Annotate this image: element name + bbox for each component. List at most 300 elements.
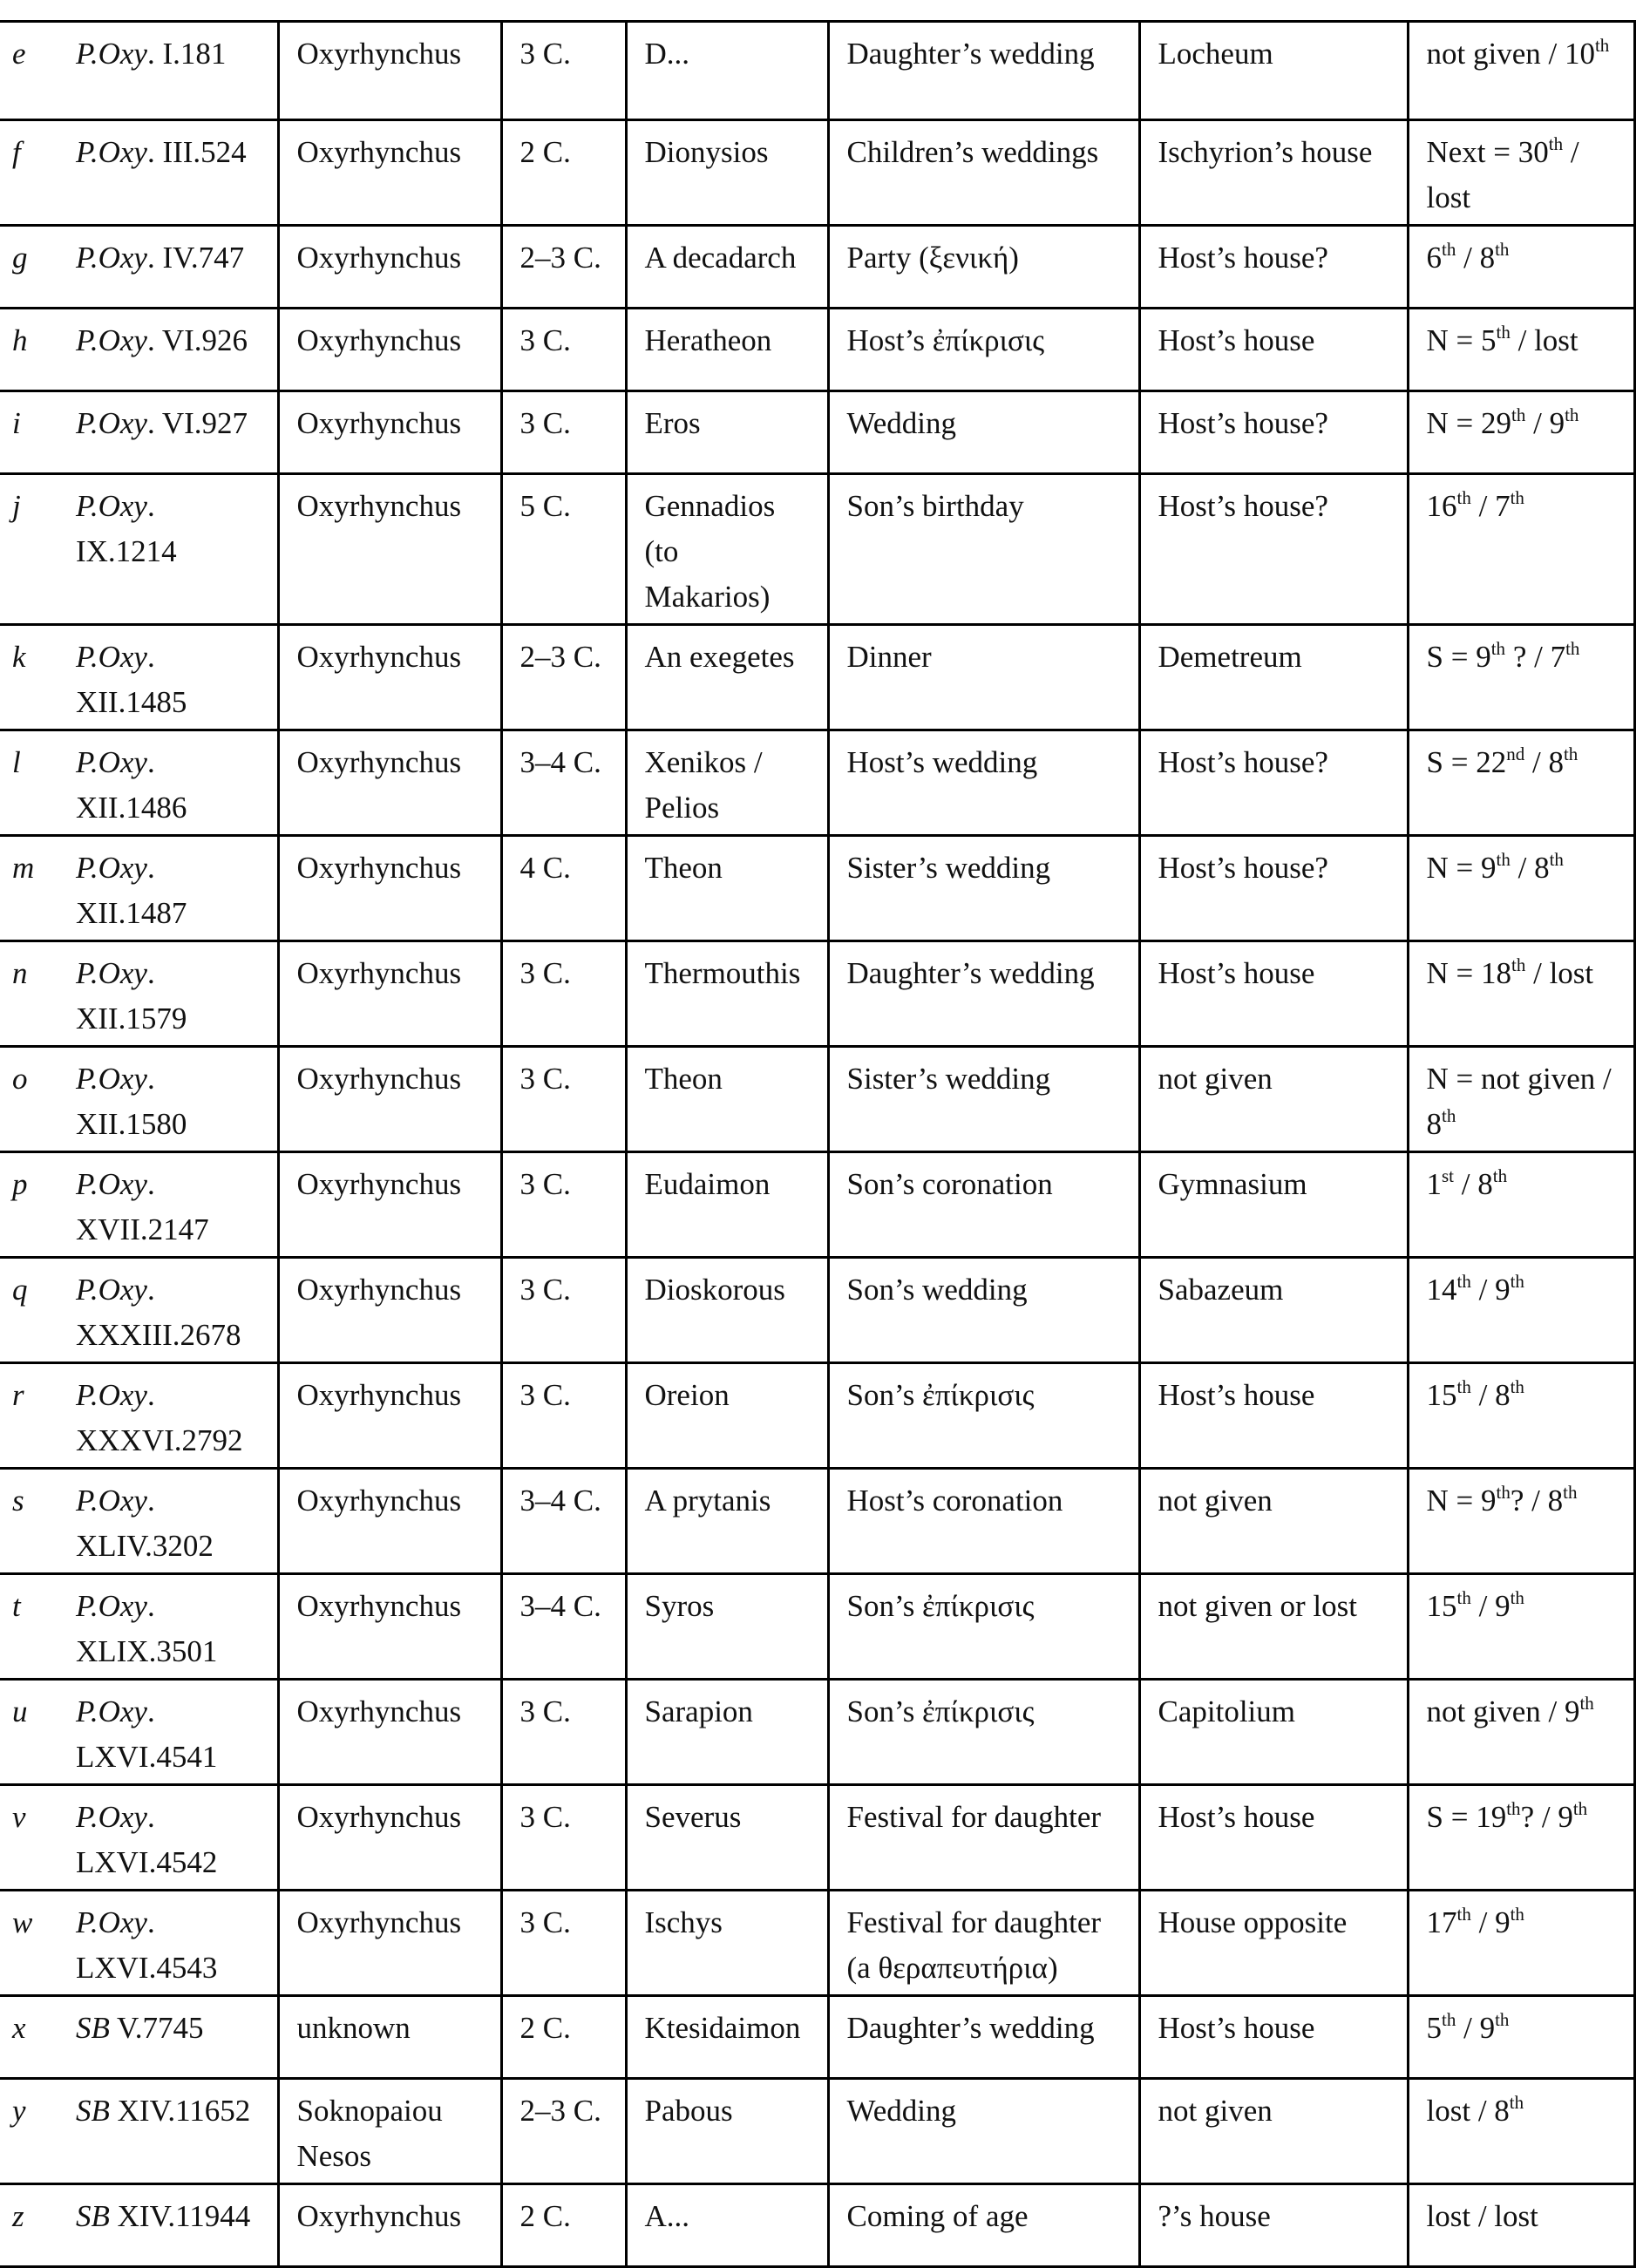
days-text: / 9 xyxy=(1470,1273,1511,1307)
occasion-text: Host’s coronation xyxy=(846,1484,1063,1518)
days-text: S = 19 xyxy=(1426,1800,1507,1834)
days-text: N = 9 xyxy=(1426,1484,1497,1518)
ordinal-suffix: th xyxy=(1549,849,1564,870)
date-text: 2 C. xyxy=(519,2011,571,2045)
cell-venue xyxy=(1139,120,1408,226)
table-row xyxy=(0,1469,1634,1574)
cell-venue xyxy=(1139,730,1408,836)
venue-text: House opposite xyxy=(1158,1905,1348,1939)
occasion-text: Party (ξενική) xyxy=(846,241,1019,275)
date-text: 3 C. xyxy=(519,406,571,440)
ordinal-suffix: th xyxy=(1496,1482,1511,1503)
cell-reference xyxy=(58,226,278,309)
cell-date xyxy=(501,1047,626,1152)
cell-days xyxy=(1408,22,1634,120)
ordinal-suffix: th xyxy=(1579,1693,1594,1714)
table-row xyxy=(0,2079,1634,2184)
cell-occasion xyxy=(828,1891,1139,1996)
provenance-text: Oxyrhynchus xyxy=(296,1062,462,1096)
reference-series: P.Oxy xyxy=(76,323,147,357)
days-text: N = not given / 8 xyxy=(1426,1062,1612,1141)
occasion-text: Festival for daughter xyxy=(846,1800,1102,1834)
days-text: 15 xyxy=(1426,1589,1457,1623)
entry-letter: o xyxy=(12,1062,28,1096)
cell-host xyxy=(626,1891,828,1996)
cell-host xyxy=(626,941,828,1047)
cell-venue xyxy=(1139,1996,1408,2079)
cell-days xyxy=(1408,391,1634,474)
cell-reference xyxy=(58,2079,278,2184)
days-text: / 8 xyxy=(1454,1167,1493,1201)
provenance-text: Oxyrhynchus xyxy=(296,1484,462,1518)
days-text: N = 9 xyxy=(1426,851,1497,885)
cell-reference xyxy=(58,1047,278,1152)
reference-volume: . IV.747 xyxy=(146,241,245,275)
days-text: / 9 xyxy=(1456,2011,1496,2045)
cell-provenance xyxy=(278,309,501,391)
cell-reference xyxy=(58,730,278,836)
entry-letter: s xyxy=(12,1484,24,1518)
days-text: 17 xyxy=(1426,1905,1457,1939)
cell-venue xyxy=(1139,22,1408,120)
cell-venue xyxy=(1139,625,1408,730)
cell-entry-letter xyxy=(0,2184,58,2267)
cell-days xyxy=(1408,120,1634,226)
cell-days xyxy=(1408,2184,1634,2267)
cell-date xyxy=(501,1574,626,1680)
days-text: not given / 9 xyxy=(1426,1694,1580,1728)
venue-text: Capitolium xyxy=(1158,1694,1295,1728)
provenance-text: Oxyrhynchus xyxy=(296,956,462,990)
host-text: Eros xyxy=(644,406,701,440)
cell-reference xyxy=(58,1258,278,1363)
venue-text: Host’s house xyxy=(1158,1800,1315,1834)
reference-series: SB xyxy=(76,2011,110,2045)
venue-text: Host’s house xyxy=(1158,1378,1315,1412)
ordinal-suffix: th xyxy=(1456,487,1471,508)
cell-venue xyxy=(1139,309,1408,391)
table-row xyxy=(0,226,1634,309)
provenance-text: Oxyrhynchus xyxy=(296,489,462,523)
cell-provenance xyxy=(278,1680,501,1785)
cell-entry-letter xyxy=(0,120,58,226)
cell-provenance xyxy=(278,391,501,474)
days-text: / 9 xyxy=(1470,1589,1511,1623)
occasion-text: Wedding xyxy=(846,406,956,440)
cell-days xyxy=(1408,1574,1634,1680)
cell-occasion xyxy=(828,941,1139,1047)
provenance-text: Oxyrhynchus xyxy=(296,1167,462,1201)
cell-occasion xyxy=(828,2079,1139,2184)
venue-text: Ischyrion’s house xyxy=(1158,135,1373,169)
entry-letter: m xyxy=(12,851,35,885)
cell-date xyxy=(501,309,626,391)
days-text: not given / 10 xyxy=(1426,37,1595,71)
cell-reference xyxy=(58,1891,278,1996)
reference-volume: . LXVI.4542 xyxy=(76,1800,218,1879)
reference-series: P.Oxy xyxy=(76,851,147,885)
cell-days xyxy=(1408,1047,1634,1152)
cell-date xyxy=(501,1469,626,1574)
entry-letter: f xyxy=(12,135,21,169)
cell-provenance xyxy=(278,836,501,941)
ordinal-suffix: th xyxy=(1563,1482,1578,1503)
table-row xyxy=(0,1574,1634,1680)
cell-entry-letter xyxy=(0,1047,58,1152)
cell-reference xyxy=(58,474,278,625)
cell-entry-letter xyxy=(0,2079,58,2184)
ordinal-suffix: th xyxy=(1548,133,1564,154)
reference-series: SB xyxy=(76,2094,110,2128)
date-text: 3 C. xyxy=(519,956,571,990)
reference-volume: . VI.927 xyxy=(146,406,248,440)
reference-series: SB xyxy=(76,2199,110,2233)
cell-host xyxy=(626,1574,828,1680)
cell-venue xyxy=(1139,941,1408,1047)
cell-entry-letter xyxy=(0,625,58,730)
table-row xyxy=(0,941,1634,1047)
cell-reference xyxy=(58,1152,278,1258)
cell-date xyxy=(501,391,626,474)
days-text: / 7 xyxy=(1470,489,1511,523)
table-row xyxy=(0,474,1634,625)
venue-text: Host’s house xyxy=(1158,956,1315,990)
host-text: Dioskorous xyxy=(644,1273,785,1307)
cell-venue xyxy=(1139,2079,1408,2184)
cell-entry-letter xyxy=(0,836,58,941)
ordinal-suffix: th xyxy=(1510,487,1524,508)
cell-days xyxy=(1408,474,1634,625)
ordinal-suffix: th xyxy=(1496,322,1511,343)
occasion-text: Son’s birthday xyxy=(846,489,1024,523)
cell-host xyxy=(626,1680,828,1785)
cell-provenance xyxy=(278,1574,501,1680)
venue-text: Host’s house? xyxy=(1158,851,1328,885)
cell-date xyxy=(501,1680,626,1785)
venue-text: Host’s house xyxy=(1158,323,1315,357)
provenance-text: Oxyrhynchus xyxy=(296,640,462,674)
cell-entry-letter xyxy=(0,391,58,474)
cell-days xyxy=(1408,625,1634,730)
cell-date xyxy=(501,120,626,226)
entry-letter: q xyxy=(12,1273,28,1307)
reference-series: P.Oxy xyxy=(76,1694,147,1728)
entry-letter: n xyxy=(12,956,28,990)
table-row xyxy=(0,1680,1634,1785)
venue-text: Host’s house? xyxy=(1158,489,1328,523)
ordinal-suffix: th xyxy=(1456,1587,1471,1608)
cell-days xyxy=(1408,2079,1634,2184)
venue-text: not given xyxy=(1158,1484,1273,1518)
venue-text: ?’s house xyxy=(1158,2199,1271,2233)
cell-provenance xyxy=(278,1258,501,1363)
cell-entry-letter xyxy=(0,1152,58,1258)
cell-days xyxy=(1408,1363,1634,1469)
cell-entry-letter xyxy=(0,1574,58,1680)
ordinal-suffix: th xyxy=(1442,1105,1456,1126)
cell-entry-letter xyxy=(0,1258,58,1363)
ordinal-suffix: th xyxy=(1495,2009,1510,2030)
cell-entry-letter xyxy=(0,941,58,1047)
host-text: Severus xyxy=(644,1800,742,1834)
days-text: / 9 xyxy=(1470,1905,1511,1939)
date-text: 2 C. xyxy=(519,2199,571,2233)
days-text: N = 18 xyxy=(1426,956,1512,990)
cell-entry-letter xyxy=(0,226,58,309)
occasion-text: Son’s ἐπίκρισις xyxy=(846,1694,1035,1728)
date-text: 3 C. xyxy=(519,1167,571,1201)
entry-letter: v xyxy=(12,1800,26,1834)
cell-provenance xyxy=(278,1785,501,1891)
occasion-text: Son’s coronation xyxy=(846,1167,1053,1201)
reference-series: P.Oxy xyxy=(76,1800,147,1834)
ordinal-suffix: th xyxy=(1510,1271,1524,1292)
reference-series: P.Oxy xyxy=(76,135,147,169)
date-text: 3 C. xyxy=(519,1694,571,1728)
table-row xyxy=(0,22,1634,120)
ordinal-suffix: th xyxy=(1565,404,1579,425)
cell-date xyxy=(501,730,626,836)
days-text: 15 xyxy=(1426,1378,1457,1412)
cell-venue xyxy=(1139,1363,1408,1469)
cell-host xyxy=(626,391,828,474)
reference-series: P.Oxy xyxy=(76,1167,147,1201)
ordinal-suffix: th xyxy=(1490,638,1506,659)
host-text: Theon xyxy=(644,1062,723,1096)
date-text: 2 C. xyxy=(519,135,571,169)
cell-reference xyxy=(58,1785,278,1891)
occasion-text: Festival for daughter (a θεραπευτήρια) xyxy=(846,1905,1102,1985)
cell-occasion xyxy=(828,625,1139,730)
occasion-text: Dinner xyxy=(846,640,932,674)
ordinal-suffix: th xyxy=(1496,849,1511,870)
ordinal-suffix: th xyxy=(1456,1904,1471,1925)
cell-date xyxy=(501,1258,626,1363)
date-text: 3 C. xyxy=(519,1905,571,1939)
cell-days xyxy=(1408,1152,1634,1258)
table-body xyxy=(0,22,1634,2267)
table-row xyxy=(0,2184,1634,2267)
ordinal-suffix: th xyxy=(1510,1904,1524,1925)
cell-host xyxy=(626,120,828,226)
ordinal-suffix: th xyxy=(1495,239,1510,260)
provenance-text: Oxyrhynchus xyxy=(296,241,462,275)
venue-text: not given xyxy=(1158,2094,1273,2128)
ordinal-suffix: th xyxy=(1506,1798,1521,1819)
cell-occasion xyxy=(828,1574,1139,1680)
reference-volume: . LXVI.4543 xyxy=(76,1905,218,1985)
entry-letter: e xyxy=(12,37,26,71)
cell-host xyxy=(626,730,828,836)
days-text: 6 xyxy=(1426,241,1442,275)
host-text: Eudaimon xyxy=(644,1167,771,1201)
days-text: ? / 8 xyxy=(1510,1484,1564,1518)
host-text: Theon xyxy=(644,851,723,885)
occasion-text: Wedding xyxy=(846,2094,956,2128)
cell-date xyxy=(501,1785,626,1891)
cell-venue xyxy=(1139,1469,1408,1574)
entry-letter: w xyxy=(12,1905,33,1939)
reference-volume: . IX.1214 xyxy=(76,489,177,568)
cell-provenance xyxy=(278,1469,501,1574)
cell-entry-letter xyxy=(0,309,58,391)
venue-text: Host’s house? xyxy=(1158,241,1328,275)
date-text: 2–3 C. xyxy=(519,241,601,275)
cell-date xyxy=(501,625,626,730)
date-text: 3–4 C. xyxy=(519,1589,601,1623)
cell-entry-letter xyxy=(0,1680,58,1785)
cell-host xyxy=(626,1047,828,1152)
days-text: 16 xyxy=(1426,489,1457,523)
occasion-text: Daughter’s wedding xyxy=(846,37,1095,71)
cell-reference xyxy=(58,2184,278,2267)
occasion-text: Sister’s wedding xyxy=(846,1062,1051,1096)
provenance-text: unknown xyxy=(296,2011,411,2045)
entry-letter: g xyxy=(12,241,28,275)
reference-volume: . I.181 xyxy=(146,37,227,71)
date-text: 3–4 C. xyxy=(519,1484,601,1518)
date-text: 3 C. xyxy=(519,1378,571,1412)
date-text: 3 C. xyxy=(519,1062,571,1096)
host-text: Sarapion xyxy=(644,1694,753,1728)
venue-text: not given xyxy=(1158,1062,1273,1096)
occasion-text: Host’s wedding xyxy=(846,745,1038,779)
entry-letter: z xyxy=(12,2199,24,2233)
cell-days xyxy=(1408,1258,1634,1363)
table-row xyxy=(0,1258,1634,1363)
cell-venue xyxy=(1139,2184,1408,2267)
table-row xyxy=(0,1785,1634,1891)
entry-letter: y xyxy=(12,2094,26,2128)
host-text: Gennadios (to Makarios) xyxy=(644,489,776,614)
cell-provenance xyxy=(278,226,501,309)
cell-reference xyxy=(58,22,278,120)
reference-volume: . XXXVI.2792 xyxy=(76,1378,243,1457)
reference-series: P.Oxy xyxy=(76,640,147,674)
reference-series: P.Oxy xyxy=(76,1905,147,1939)
cell-reference xyxy=(58,836,278,941)
venue-text: Locheum xyxy=(1158,37,1273,71)
cell-days xyxy=(1408,836,1634,941)
cell-entry-letter xyxy=(0,730,58,836)
cell-venue xyxy=(1139,226,1408,309)
entry-letter: x xyxy=(12,2011,26,2045)
days-text: lost / lost xyxy=(1426,2199,1538,2233)
cell-days xyxy=(1408,1680,1634,1785)
table-row xyxy=(0,1996,1634,2079)
cell-date xyxy=(501,2184,626,2267)
cell-date xyxy=(501,836,626,941)
table-row xyxy=(0,1152,1634,1258)
reference-volume: . XLIV.3202 xyxy=(76,1484,214,1563)
reference-series: P.Oxy xyxy=(76,1378,147,1412)
cell-entry-letter xyxy=(0,1363,58,1469)
host-text: Ktesidaimon xyxy=(644,2011,801,2045)
reference-volume: . III.524 xyxy=(146,135,247,169)
occasion-text: Daughter’s wedding xyxy=(846,2011,1095,2045)
cell-days xyxy=(1408,1785,1634,1891)
provenance-text: Oxyrhynchus xyxy=(296,745,462,779)
provenance-text: Oxyrhynchus xyxy=(296,406,462,440)
host-text: Oreion xyxy=(644,1378,730,1412)
table-row xyxy=(0,1363,1634,1469)
cell-provenance xyxy=(278,474,501,625)
cell-date xyxy=(501,474,626,625)
days-text: / lost xyxy=(1426,135,1579,214)
cell-host xyxy=(626,2184,828,2267)
reference-volume: . XVII.2147 xyxy=(76,1167,209,1246)
ordinal-suffix: th xyxy=(1565,638,1580,659)
cell-occasion xyxy=(828,730,1139,836)
cell-occasion xyxy=(828,1363,1139,1469)
cell-reference xyxy=(58,1996,278,2079)
cell-host xyxy=(626,309,828,391)
cell-entry-letter xyxy=(0,1891,58,1996)
cell-provenance xyxy=(278,22,501,120)
ordinal-suffix: th xyxy=(1509,2092,1524,2113)
entry-letter: l xyxy=(12,745,21,779)
cell-provenance xyxy=(278,120,501,226)
days-text: ? / 7 xyxy=(1505,640,1566,674)
venue-text: Host’s house? xyxy=(1158,406,1328,440)
table-row xyxy=(0,120,1634,226)
reference-series: P.Oxy xyxy=(76,241,147,275)
entry-letter: j xyxy=(12,489,21,523)
table-row xyxy=(0,1047,1634,1152)
cell-venue xyxy=(1139,1680,1408,1785)
entry-letter: t xyxy=(12,1589,21,1623)
reference-volume: . VI.926 xyxy=(146,323,248,357)
cell-occasion xyxy=(828,836,1139,941)
days-text: / 8 xyxy=(1470,1378,1511,1412)
cell-occasion xyxy=(828,226,1139,309)
date-text: 2–3 C. xyxy=(519,2094,601,2128)
host-text: Dionysios xyxy=(644,135,769,169)
days-text: / lost xyxy=(1525,956,1594,990)
cell-occasion xyxy=(828,474,1139,625)
cell-venue xyxy=(1139,391,1408,474)
provenance-text: Oxyrhynchus xyxy=(296,2199,462,2233)
venue-text: not given or lost xyxy=(1158,1589,1357,1623)
cell-provenance xyxy=(278,2079,501,2184)
host-text: Heratheon xyxy=(644,323,772,357)
host-text: A... xyxy=(644,2199,690,2233)
cell-occasion xyxy=(828,1785,1139,1891)
days-text: 1 xyxy=(1426,1167,1442,1201)
days-text: 5 xyxy=(1426,2011,1442,2045)
cell-entry-letter xyxy=(0,474,58,625)
reference-volume: . XXXIII.2678 xyxy=(76,1273,241,1352)
cell-host xyxy=(626,1785,828,1891)
date-text: 2–3 C. xyxy=(519,640,601,674)
cell-reference xyxy=(58,625,278,730)
cell-occasion xyxy=(828,391,1139,474)
ordinal-suffix: th xyxy=(1563,744,1579,764)
provenance-text: Oxyrhynchus xyxy=(296,135,462,169)
provenance-text: Soknopaiou Nesos xyxy=(296,2094,443,2173)
entry-letter: h xyxy=(12,323,28,357)
host-text: Xenikos / Pelios xyxy=(644,745,763,825)
days-text: S = 9 xyxy=(1426,640,1491,674)
days-text: / lost xyxy=(1510,323,1579,357)
occasion-text: Son’s ἐπίκρισις xyxy=(846,1378,1035,1412)
reference-series: P.Oxy xyxy=(76,1273,147,1307)
venue-text: Sabazeum xyxy=(1158,1273,1284,1307)
ordinal-suffix: th xyxy=(1442,239,1456,260)
reference-volume: . XII.1485 xyxy=(76,640,187,719)
cell-venue xyxy=(1139,1891,1408,1996)
ordinal-suffix: st xyxy=(1442,1165,1455,1186)
